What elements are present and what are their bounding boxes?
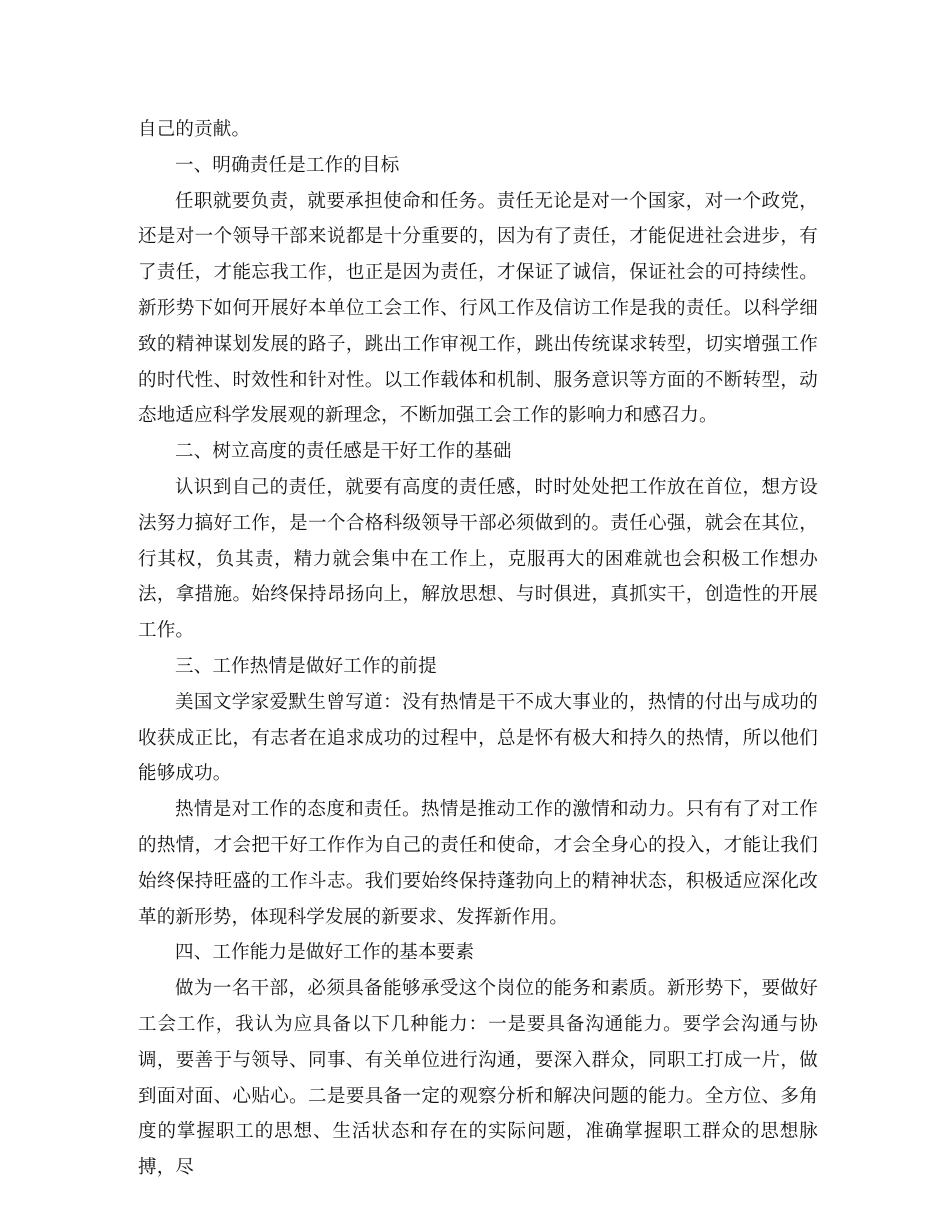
section-heading-2: 二、树立高度的责任感是干好工作的基础 — [175, 441, 512, 463]
section-heading-3: 三、工作热情是做好工作的前提 — [175, 655, 437, 677]
paragraph-body: 美国文学家爱默生曾写道：没有热情是干不成大事业的，热情的付出与成功的收获成正比，有志者在追求成功的过程中，总是怀有极大和持久的热情，所以他们能够成功。 — [138, 691, 818, 785]
section-heading-4: 四、工作能力是做好工作的基本要素 — [175, 942, 475, 964]
paragraph-body: 任职就要负责，就要承担使命和任务。责任无论是对一个国家，对一个政党，还是对一个领导干部来说都是十分重要的，因为有了责任，才能促进社会进步，有了责任，才能忘我工作，也正是因为责任，才保证了诚信，保证社会的可持续性。新形势下如何开展好本单位工会工作、行风工作及信访工作是我的责任。以科学细致的精神谋划发展的路子，跳出工作审视工作，跳出传统谋求转型，切实增强工作的时代性、时效性和针对性。以工作载体和机制、服务意识等方面的不断转型，动态地适应科学发展观的新理念，不断加强工会工作的影响力和感召力。 — [138, 190, 818, 427]
document-body — [138, 112, 818, 1186]
paragraph-body: 认识到自己的责任，就要有高度的责任感，时时处处把工作放在首位，想方设法努力搞好工作，是一个合格科级领导干部必须做到的。责任心强，就会在其位，行其权，负其责，精力就会集中在工作上，克服再大的困难就也会积极工作想办法，拿措施。始终保持昂扬向上，解放思想、与时俱进，真抓实干，创造性的开展工作。 — [138, 476, 818, 642]
paragraph-body: 做为一名干部，必须具备能够承受这个岗位的能务和素质。新形势下，要做好工会工作，我认为应具备以下几种能力：一是要具备沟通能力。要学会沟通与协调，要善于与领导、同事、有关单位进行沟通，要深入群众，同职工打成一片，做到面对面、心贴心。二是要具备一定的观察分析和解决问题的能力。全方位、多角度的掌握职工的思想、生活状态和存在的实际问题，准确掌握职工群众的思想脉搏，尽 — [138, 978, 818, 1179]
paragraph-continuation: 自己的贡献。 — [138, 119, 251, 140]
section-heading-1: 一、明确责任是工作的目标 — [175, 154, 400, 176]
paragraph-body: 热情是对工作的态度和责任。热情是推动工作的激情和动力。只有有了对工作的热情，才会把干好工作作为自己的责任和使命，才会全身心的投入，才能让我们始终保持旺盛的工作斗志。我们要始终保持蓬勃向上的精神状态，积极适应深化改革的新形势，体现科学发展的新要求、发挥新作用。 — [138, 799, 818, 928]
